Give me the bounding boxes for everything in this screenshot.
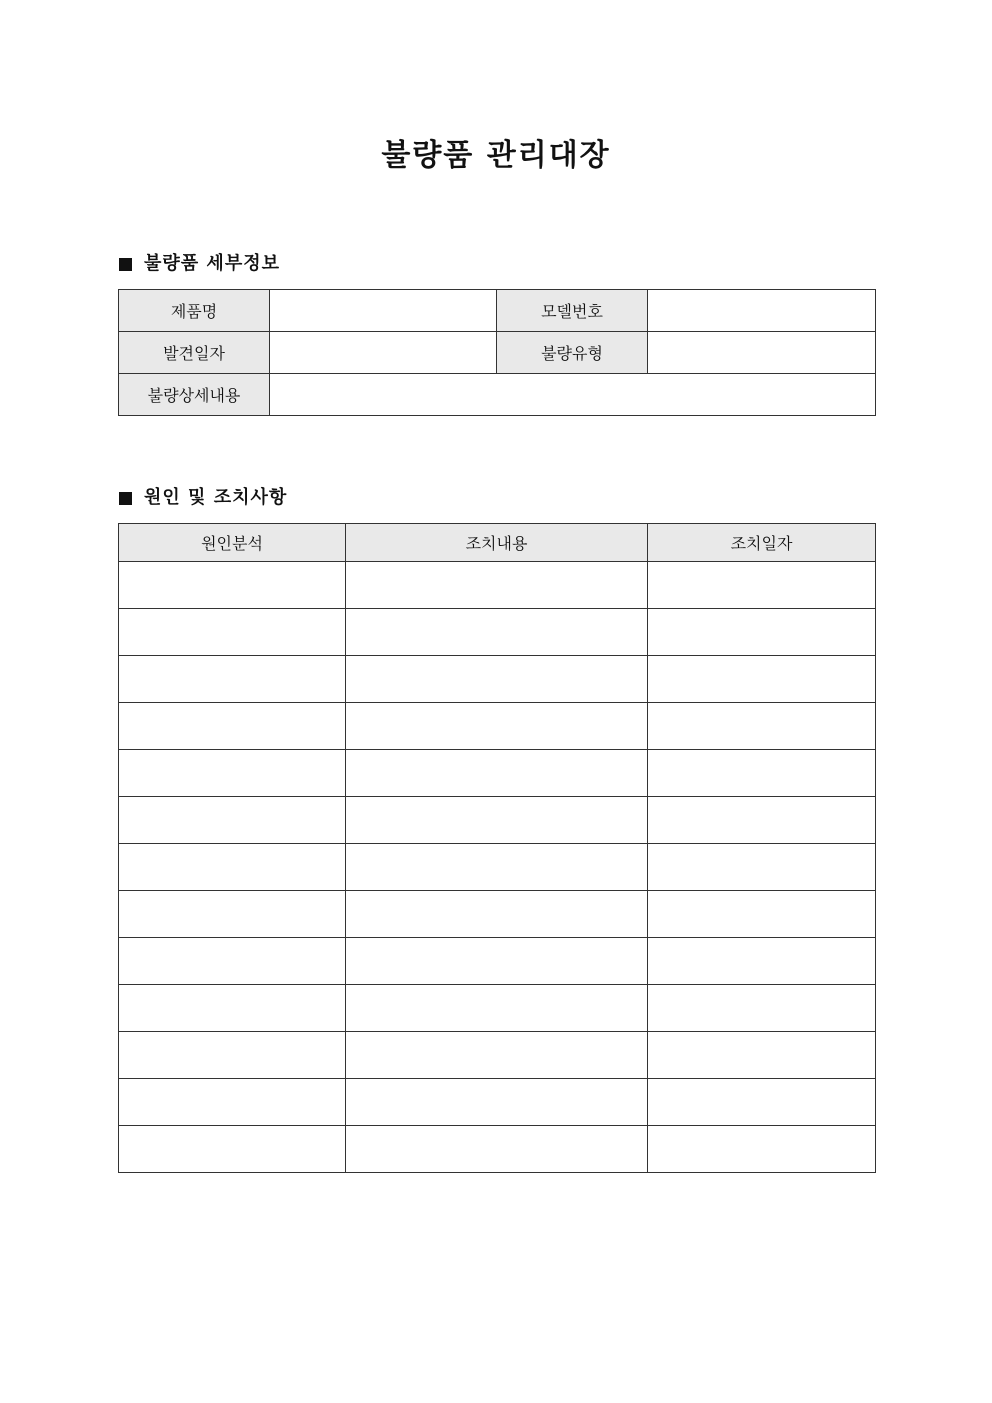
action-date-cell[interactable] xyxy=(648,938,876,985)
table-row xyxy=(119,844,876,891)
action-date-cell[interactable] xyxy=(648,562,876,609)
action-details-cell[interactable] xyxy=(346,656,648,703)
table-row xyxy=(119,750,876,797)
action-date-cell[interactable] xyxy=(648,1032,876,1079)
table-row xyxy=(119,332,876,374)
cause-analysis-cell[interactable] xyxy=(119,938,346,985)
section-heading-label: 불량품 세부정보 xyxy=(144,253,280,274)
action-details-cell[interactable] xyxy=(346,1079,648,1126)
defect-type-field[interactable] xyxy=(648,332,876,374)
action-date-cell[interactable] xyxy=(648,1079,876,1126)
action-details-cell[interactable] xyxy=(346,891,648,938)
action-details-cell[interactable] xyxy=(346,1126,648,1173)
model-number-field[interactable] xyxy=(648,290,876,332)
section-heading-cause-action xyxy=(119,486,287,510)
cause-analysis-cell[interactable] xyxy=(119,1032,346,1079)
action-details-cell[interactable] xyxy=(346,797,648,844)
square-bullet-icon xyxy=(119,258,132,271)
discovery-date-field[interactable] xyxy=(270,332,497,374)
table-row xyxy=(119,1032,876,1079)
cause-analysis-cell[interactable] xyxy=(119,750,346,797)
cause-analysis-cell[interactable] xyxy=(119,703,346,750)
product-name-field[interactable] xyxy=(270,290,497,332)
cause-analysis-cell[interactable] xyxy=(119,609,346,656)
cause-analysis-cell[interactable] xyxy=(119,562,346,609)
column-header-action-date: 조치일자 xyxy=(648,524,876,562)
cause-analysis-cell[interactable] xyxy=(119,656,346,703)
discovery-date-label: 발견일자 xyxy=(119,332,270,374)
table-header-row xyxy=(119,524,876,562)
section-heading-defect-details xyxy=(119,252,280,276)
defect-type-label: 불량유형 xyxy=(497,332,648,374)
defect-details-field[interactable] xyxy=(270,374,876,416)
action-details-cell[interactable] xyxy=(346,750,648,797)
cause-analysis-cell[interactable] xyxy=(119,891,346,938)
table-row xyxy=(119,374,876,416)
model-number-label: 모델번호 xyxy=(497,290,648,332)
cause-analysis-cell[interactable] xyxy=(119,1079,346,1126)
defect-info-table xyxy=(118,289,876,416)
action-details-cell[interactable] xyxy=(346,985,648,1032)
table-row xyxy=(119,290,876,332)
action-details-cell[interactable] xyxy=(346,562,648,609)
column-header-cause-analysis: 원인분석 xyxy=(119,524,346,562)
action-date-cell[interactable] xyxy=(648,891,876,938)
action-date-cell[interactable] xyxy=(648,985,876,1032)
column-header-action-details: 조치내용 xyxy=(346,524,648,562)
action-details-cell[interactable] xyxy=(346,609,648,656)
document-title: 불량품 관리대장 xyxy=(381,138,611,173)
action-date-cell[interactable] xyxy=(648,703,876,750)
cause-analysis-cell[interactable] xyxy=(119,1126,346,1173)
defect-details-label: 불량상세내용 xyxy=(119,374,270,416)
section-heading-label: 원인 및 조치사항 xyxy=(144,487,288,508)
table-row xyxy=(119,938,876,985)
action-details-cell[interactable] xyxy=(346,703,648,750)
action-date-cell[interactable] xyxy=(648,844,876,891)
action-details-cell[interactable] xyxy=(346,1032,648,1079)
table-row xyxy=(119,797,876,844)
cause-analysis-cell[interactable] xyxy=(119,844,346,891)
cause-analysis-cell[interactable] xyxy=(119,985,346,1032)
action-date-cell[interactable] xyxy=(648,656,876,703)
table-row xyxy=(119,609,876,656)
action-details-cell[interactable] xyxy=(346,844,648,891)
table-row xyxy=(119,562,876,609)
table-row xyxy=(119,1079,876,1126)
table-row xyxy=(119,891,876,938)
action-date-cell[interactable] xyxy=(648,1126,876,1173)
table-row xyxy=(119,1126,876,1173)
cause-action-table xyxy=(118,523,876,1173)
action-date-cell[interactable] xyxy=(648,797,876,844)
square-bullet-icon xyxy=(119,492,132,505)
cause-analysis-cell[interactable] xyxy=(119,797,346,844)
action-date-cell[interactable] xyxy=(648,609,876,656)
product-name-label: 제품명 xyxy=(119,290,270,332)
action-details-cell[interactable] xyxy=(346,938,648,985)
action-date-cell[interactable] xyxy=(648,750,876,797)
table-row xyxy=(119,703,876,750)
table-row xyxy=(119,985,876,1032)
table-row xyxy=(119,656,876,703)
